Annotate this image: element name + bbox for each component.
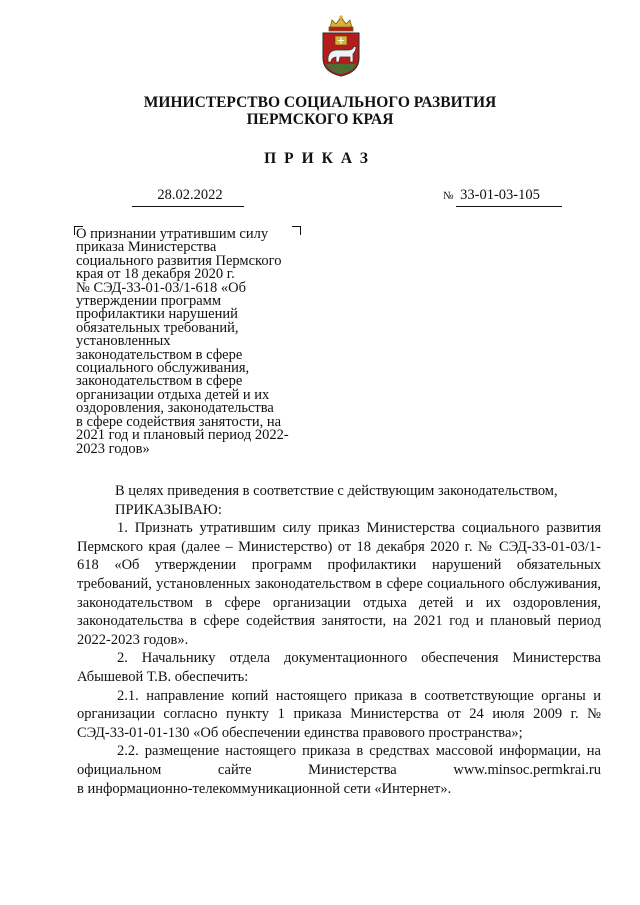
subject-line: законодательством в сфере [76, 346, 243, 363]
crown-icon [329, 15, 353, 31]
clause-2-2-continuation: в информационно-телекоммуникационной сети «Интернет». [77, 780, 452, 797]
clause-1: 1. Признать утратившим силу приказ Министерства социального развития Пермского края (далее – Министерство) от 18 декабря 2020 г. № СЭД-33-01-03/1-618 «Об утверждении программ профилактики нарушений обязательных требований, установленных законодательством в сфере социального обслуживания, законодательством в сфере организации отдыха детей и их оздоровления, законодательства в сфере содействия занятости, на 2021 год и плановый период 2022-2023 годов». [77, 520, 601, 648]
subject-line: профилактики нарушений [76, 306, 238, 323]
subject-line: утверждении программ [76, 293, 222, 310]
subject-line: обязательных требований, [76, 319, 239, 336]
subject-line: в сфере содействия занятости, на [76, 413, 282, 430]
document-type-title: ПРИКАЗ [264, 150, 376, 167]
clause-2: 2. Начальнику отдела документационного обеспечения Министерства Абышевой Т.В. обеспечить: [77, 650, 601, 685]
subject-line: оздоровления, законодательства [76, 400, 274, 417]
date-underline [132, 206, 244, 207]
order-body [77, 482, 601, 798]
subject-line: края от 18 декабря 2020 г. [76, 266, 235, 283]
clause-2-2: 2.2. размещение настоящего приказа в средствах массовой информации, на официальном сайте Министерства www.minsoc.permkrai.ru [77, 743, 601, 778]
subject-line: законодательством в сфере [76, 373, 243, 390]
subject-line: 2021 год и плановый период 2022- [76, 427, 289, 444]
clause-2-1: 2.1. направление копий настоящего приказа в соответствующие органы и организации согласно пункту 1 приказа Министерства от 24 июля 2009 г. № СЭД-33-01-01-130 «Об обеспечении единства правового пространства»; [77, 687, 601, 741]
ministry-name-line2: ПЕРМСКОГО КРАЯ [246, 111, 394, 128]
intro-paragraph: В целях приведения в соответствие с действующим законодательством, [115, 483, 558, 499]
subject-line: 2023 годов» [76, 440, 150, 457]
ministry-name-line1: МИНИСТЕРСТВО СОЦИАЛЬНОГО РАЗВИТИЯ [143, 94, 497, 111]
document-number-value: 33-01-03-105 [460, 187, 540, 203]
number-sign: № [443, 190, 454, 202]
subject-line: социального обслуживания, [76, 360, 250, 377]
subject-line: социального развития Пермского [76, 252, 282, 269]
subject-line: установленных [76, 333, 171, 350]
document-subject [76, 228, 316, 456]
ministry-name [0, 94, 640, 128]
subject-line: приказа Министерства [76, 239, 217, 256]
subject-line: № СЭД-33-01-03/1-618 «Об [76, 279, 246, 296]
number-underline [456, 206, 562, 207]
subject-line: О признании утратившим силу [76, 226, 269, 242]
order-keyword: ПРИКАЗЫВАЮ: [115, 501, 222, 518]
document-number [443, 187, 540, 204]
coat-of-arms-emblem [318, 14, 364, 78]
document-date: 28.02.2022 [157, 187, 223, 203]
subject-line: организации отдыха детей и их [76, 386, 270, 403]
